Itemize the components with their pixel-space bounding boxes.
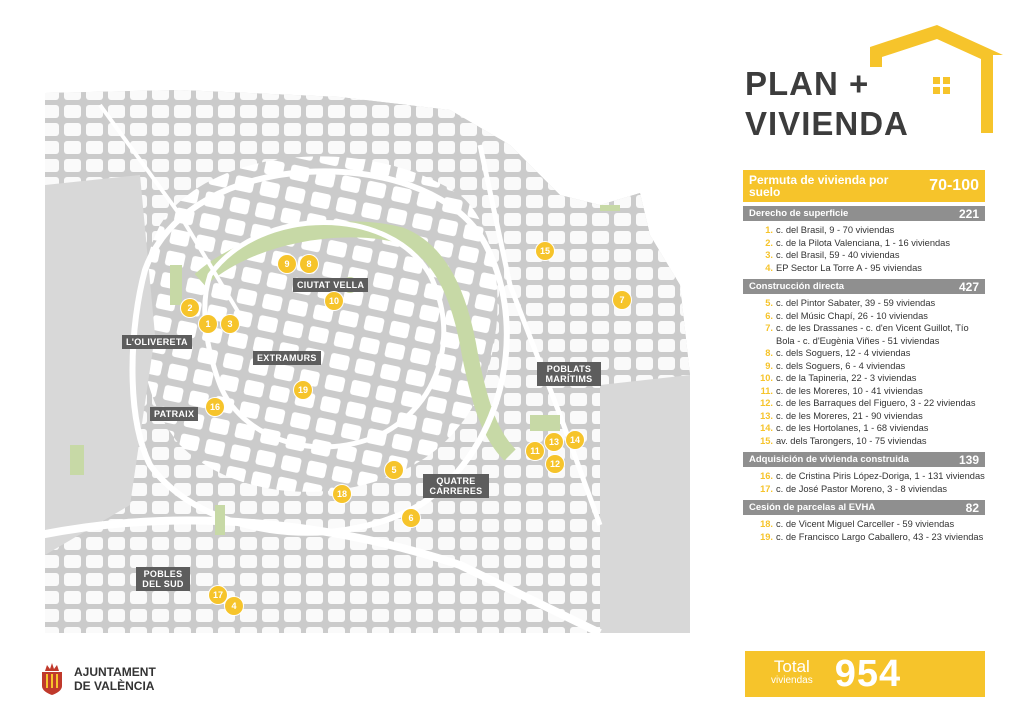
list-item	[749, 347, 985, 360]
marker-12[interactable]: 12	[546, 455, 564, 473]
list-item	[749, 483, 985, 496]
total-label-main: Total	[773, 657, 810, 676]
district-label-ciutat-vella: CIUTAT VELLA	[293, 278, 368, 292]
marker-4[interactable]: 4	[225, 597, 243, 615]
list-item	[749, 360, 985, 373]
district-label-pobles-del-sud: POBLES DEL SUD	[136, 567, 190, 591]
council-logo	[38, 662, 156, 696]
district-label-patraix: PATRAIX	[150, 407, 198, 421]
section-item-list	[743, 294, 985, 448]
list-item	[749, 410, 985, 423]
item-text: c. de Cristina Piris López-Doriga, 1 - 131 viviendas	[776, 471, 985, 481]
section-title: Derecho de superficie	[749, 208, 849, 219]
coat-of-arms-icon	[38, 662, 66, 696]
item-text: c. de les Drassanes - c. d'en Vicent Guillot, Tío Bola - c. d'Eugènia Viñes - 51 viviendas	[776, 323, 969, 346]
list-item	[749, 518, 985, 531]
item-text: av. dels Tarongers, 10 - 75 viviendas	[776, 435, 927, 446]
plan-vivienda-logo	[745, 25, 1005, 140]
list-item	[749, 224, 985, 237]
list-item	[749, 435, 985, 448]
marker-16[interactable]: 16	[206, 398, 224, 416]
marker-19[interactable]: 19	[294, 381, 312, 399]
item-number: 16.	[760, 471, 773, 481]
item-number: 19.	[760, 531, 773, 542]
section-total: 82	[965, 500, 979, 515]
item-number: 2.	[765, 237, 773, 248]
section-total: 427	[958, 279, 979, 294]
summary-header	[743, 170, 985, 202]
marker-11[interactable]: 11	[526, 442, 544, 460]
marker-17[interactable]: 17	[209, 586, 227, 604]
list-item	[749, 470, 985, 483]
marker-18[interactable]: 18	[333, 485, 351, 503]
marker-7[interactable]: 7	[613, 291, 631, 309]
section-title: Cesión de parcelas al EVHA	[749, 502, 876, 513]
district-label-poblats-maritims: POBLATS MARÍTIMS	[537, 362, 601, 386]
council-line1: AJUNTAMENT	[74, 665, 156, 679]
item-text: c. de les Moreres, 21 - 90 viviendas	[776, 410, 923, 421]
summary-value: 70-100	[929, 177, 979, 194]
item-number: 15.	[760, 435, 773, 446]
item-text: EP Sector La Torre A - 95 viviendas	[776, 262, 922, 273]
district-label-olivereta: L'OLIVERETA	[122, 335, 192, 349]
section-item-list	[743, 467, 985, 496]
section-item-list	[743, 515, 985, 544]
section-header	[743, 279, 985, 294]
section-title: Adquisición de vivienda construida	[749, 454, 909, 465]
total-value: 954	[834, 652, 902, 695]
list-item	[749, 397, 985, 410]
item-number: 17.	[760, 483, 773, 494]
item-text: c. del Músic Chapí, 26 - 10 viviendas	[776, 310, 928, 321]
marker-9[interactable]: 9	[278, 255, 296, 273]
list-item	[749, 531, 985, 544]
marker-2[interactable]: 2	[181, 299, 199, 317]
item-text: c. de Francisco Largo Caballero, 43 - 23 viviendas	[776, 531, 984, 542]
item-text: c. de José Pastor Moreno, 3 - 8 viviendas	[776, 483, 948, 494]
item-number: 12.	[760, 398, 773, 408]
section-title: Construcción directa	[749, 281, 845, 292]
list-item	[749, 310, 985, 323]
council-line2: DE VALÈNCIA	[74, 679, 155, 693]
list-item	[749, 385, 985, 398]
housing-summary-panel	[743, 170, 985, 544]
city-map	[40, 85, 690, 635]
item-number: 11.	[760, 385, 773, 396]
list-item	[749, 297, 985, 310]
list-item	[749, 322, 985, 347]
marker-14[interactable]: 14	[566, 431, 584, 449]
marker-3[interactable]: 3	[221, 315, 239, 333]
marker-10[interactable]: 10	[325, 292, 343, 310]
item-text: c. de la Tapineria, 22 - 3 viviendas	[776, 373, 917, 383]
logo-line2: VIVIENDA	[745, 105, 909, 142]
item-text: c. dels Soguers, 12 - 4 viviendas	[776, 348, 911, 358]
item-number: 9.	[765, 360, 773, 371]
total-label-sub: viviendas	[771, 675, 813, 686]
section-header	[743, 452, 985, 467]
item-text: c. de les Barraques del Figuero, 3 - 22 viviendas	[776, 398, 976, 408]
item-number: 1.	[765, 225, 773, 235]
section-item-list	[743, 221, 985, 275]
item-text: c. del Pintor Sabater, 39 - 59 viviendas	[776, 298, 936, 308]
list-item	[749, 372, 985, 385]
item-number: 14.	[760, 423, 773, 433]
marker-1[interactable]: 1	[199, 315, 217, 333]
list-item	[749, 249, 985, 262]
logo-line1: PLAN +	[745, 65, 870, 102]
item-number: 5.	[765, 298, 773, 308]
item-number: 7.	[765, 323, 773, 333]
item-number: 6.	[765, 310, 773, 321]
item-text: c. de les Moreres, 10 - 41 viviendas	[776, 385, 923, 396]
summary-title: Permuta de vivienda por suelo	[749, 173, 889, 199]
item-number: 10.	[760, 373, 773, 383]
list-item	[749, 262, 985, 275]
section-total: 221	[958, 206, 979, 221]
section-header	[743, 500, 985, 515]
section-total: 139	[958, 452, 979, 467]
map-base	[40, 85, 690, 635]
marker-13[interactable]: 13	[545, 433, 563, 451]
item-text: c. de Vicent Miguel Carceller - 59 viviendas	[776, 519, 955, 529]
item-number: 8.	[765, 348, 773, 358]
list-item	[749, 237, 985, 250]
item-number: 18.	[760, 519, 773, 529]
section-header	[743, 206, 985, 221]
item-number: 4.	[765, 262, 773, 273]
item-text: c. de les Hortolanes, 1 - 68 viviendas	[776, 423, 929, 433]
item-number: 3.	[765, 250, 773, 260]
item-number: 13.	[760, 410, 773, 421]
marker-6[interactable]: 6	[402, 509, 420, 527]
item-text: c. de la Pilota Valenciana, 1 - 16 viviendas	[776, 237, 950, 248]
total-box	[745, 651, 985, 697]
list-item	[749, 422, 985, 435]
district-label-quatre-carreres: QUATRE CARRERES	[423, 474, 489, 498]
item-text: c. del Brasil, 9 - 70 viviendas	[776, 225, 895, 235]
total-label	[771, 657, 813, 688]
marker-8[interactable]: 8	[300, 255, 318, 273]
item-text: c. dels Soguers, 6 - 4 viviendas	[776, 360, 906, 371]
marker-5[interactable]: 5	[385, 461, 403, 479]
district-label-extramurs: EXTRAMURS	[253, 351, 321, 365]
item-text: c. del Brasil, 59 - 40 viviendas	[776, 250, 900, 260]
marker-15[interactable]: 15	[536, 242, 554, 260]
